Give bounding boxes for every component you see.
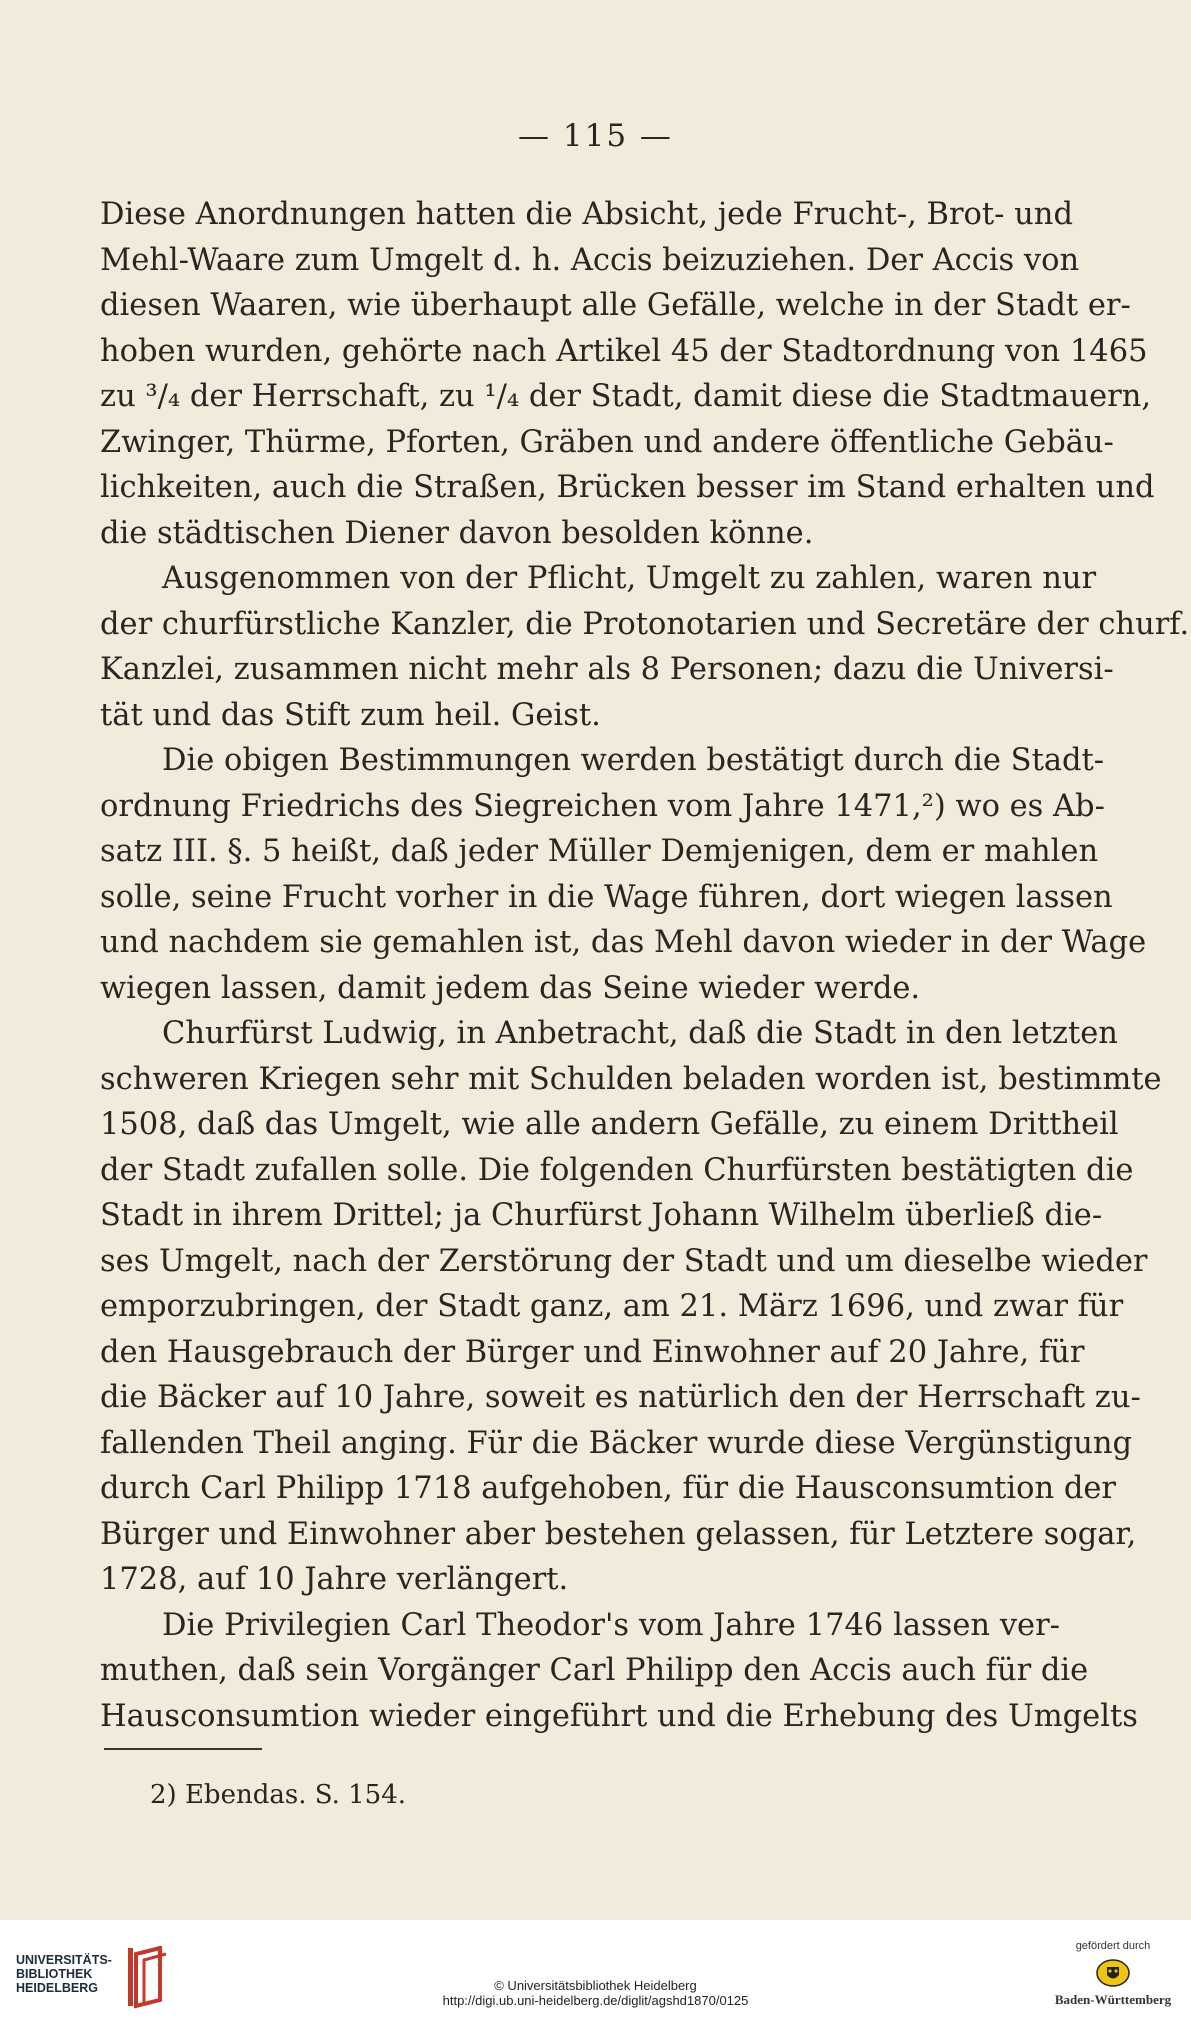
text-line: durch Carl Philipp 1718 aufgehoben, für die Hausconsumtion der [100,1471,1116,1506]
text-line: ses Umgelt, nach der Zerstörung der Stadt und um dieselbe wieder [100,1243,1148,1279]
text-line: tät und das Stift zum heil. Geist. [100,697,601,733]
footnote-rule [104,1748,262,1750]
text-line: der churfürstliche Kanzler, die Protonotarien und Secretäre der churf. [100,606,1190,642]
text-line: schweren Kriegen sehr mit Schulden beladen worden ist, bestimmte [100,1061,1162,1097]
library-name-line: HEIDELBERG [16,1981,98,1995]
text-line: Churfürst Ludwig, in Anbetracht, daß die Stadt in den letzten [162,1016,1118,1051]
text-line: Bürger und Einwohner aber bestehen gelassen, für Letztere sogar, [100,1516,1137,1552]
paragraph [100,1603,1138,1740]
text-line: Stadt in ihrem Drittel; ja Churfürst Johann Wilhelm überließ die- [100,1198,1103,1233]
text-line: ordnung Friedrichs des Siegreichen vom Jahre 1471,²) wo es Ab- [100,788,1105,824]
text-line: diesen Waaren, wie überhaupt alle Gefälle, welche in der Stadt er- [100,288,1131,323]
paragraph [100,738,1147,1011]
text-line: Diese Anordnungen hatten die Absicht, jede Frucht-, Brot- und [100,197,1073,232]
text-line: muthen, daß sein Vorgänger Carl Philipp den Accis auch für die [100,1653,1089,1688]
text-line: Mehl-Waare zum Umgelt d. h. Accis beizuziehen. Der Accis von [100,242,1080,278]
library-name-line: UNIVERSITÄTS- [16,1953,112,1967]
text-line: wiegen lassen, damit jedem das Seine wieder werde. [100,970,921,1006]
text-line: hoben wurden, gehörte nach Artikel 45 der Stadtordnung von 1465 [100,333,1148,369]
paragraph [100,192,1155,556]
text-line: solle, seine Frucht vorher in die Wage führen, dort wiegen lassen [100,879,1113,915]
body-text [100,192,1190,1739]
permalink[interactable]: http://digi.ub.uni-heidelberg.de/diglit/agshd1870/0125 [442,1993,749,2008]
copyright-text: © Universitätsbibliothek Heidelberg [494,1978,697,1993]
text-line: der Stadt zufallen solle. Die folgenden Churfürsten bestätigten die [100,1152,1134,1188]
text-line: Hausconsumtion wieder eingeführt und die Erhebung des Umgelts [100,1698,1138,1734]
coat-of-arms-icon [1096,1958,1130,1988]
text-line: die Bäcker auf 10 Jahre, soweit es natürlich den der Herrschaft zu- [100,1380,1141,1415]
text-line: satz III. §. 5 heißt, daß jeder Müller Demjenigen, dem er mahlen [100,834,1099,869]
text-line: Kanzlei, zusammen nicht mehr als 8 Personen; dazu die Universi- [100,652,1114,687]
copyright-block [0,1978,1191,2008]
text-line: Ausgenommen von der Pflicht, Umgelt zu zahlen, waren nur [162,561,1097,596]
text-line: die städtischen Diener davon besolden könne. [100,515,814,551]
paragraph [100,1011,1162,1603]
page-number: — 115 — [518,118,673,154]
text-line: 1508, daß das Umgelt, wie alle andern Gefälle, zu einem Drittheil [100,1107,1119,1142]
paragraph [100,556,1190,738]
funder-block [1043,1940,1183,2008]
text-line: Zwinger, Thürme, Pforten, Gräben und andere öffentliche Gebäu- [100,424,1114,460]
text-line: zu ³/₄ der Herrschaft, zu ¹/₄ der Stadt, damit diese die Stadtmauern, [100,379,1152,414]
text-line: fallenden Theil anging. Für die Bäcker wurde diese Vergünstigung [100,1425,1133,1461]
text-line: Die Privilegien Carl Theodor's vom Jahre 1746 lassen ver- [162,1607,1060,1643]
funder-name: Baden-Württemberg [1054,1992,1172,2007]
text-line: den Hausgebrauch der Bürger und Einwohner auf 20 Jahre, für [100,1334,1085,1370]
library-name-line: BIBLIOTHEK [16,1967,93,1981]
text-line: Die obigen Bestimmungen werden bestätigt durch die Stadt- [162,743,1105,778]
text-line: 1728, auf 10 Jahre verlängert. [100,1562,569,1597]
text-line: lichkeiten, auch die Straßen, Brücken besser im Stand erhalten und [100,470,1155,505]
text-line: emporzubringen, der Stadt ganz, am 21. März 1696, und zwar für [100,1289,1124,1324]
text-line: und nachdem sie gemahlen ist, das Mehl davon wieder in der Wage [100,925,1147,960]
funder-label: gefördert durch [1075,1940,1151,1952]
footnote: 2) Ebendas. S. 154. [150,1780,407,1810]
